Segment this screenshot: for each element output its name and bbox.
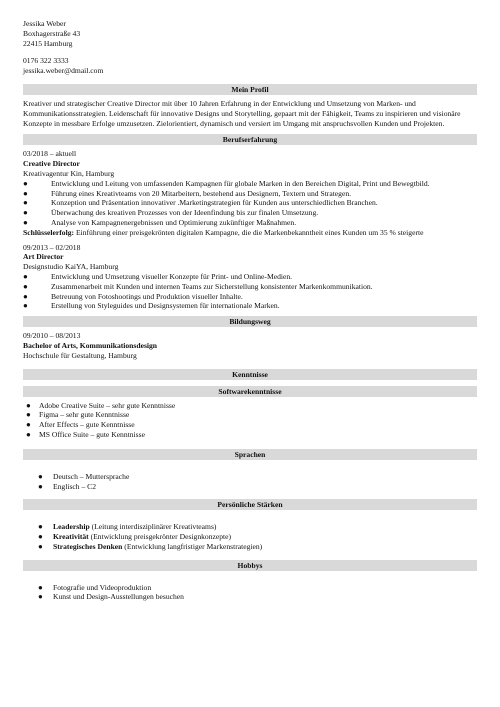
list-item: ● Zusammenarbeit mit Kunden und internen Teams zur Sicherstellung konsistenter Markenkommunikation. <box>23 281 373 291</box>
education-degree: Bachelor of Arts, Kommunikationsdesign <box>23 340 158 350</box>
section-heading-skills: Kenntnisse <box>23 369 477 380</box>
list-item: ● Führung eines Kreativteams von 20 Mitarbeitern, bestehend aus Designern, Textern und Strategen. <box>23 188 352 198</box>
section-heading-languages: Sprachen <box>23 449 477 460</box>
list-item: ● Deutsch – Muttersprache <box>38 471 130 481</box>
bullet-icon: ● <box>38 532 43 542</box>
list-item: ● Entwicklung und Leitung von umfassenden Kampagnen für globale Marken in den Bereichen Digital, Print und Bewegtbild. <box>23 178 430 188</box>
bullet-icon: ● <box>23 281 28 291</box>
list-item: ● Adobe Creative Suite – sehr gute Kenntnisse <box>26 400 176 410</box>
bullet-icon: ● <box>38 582 43 592</box>
bullet-icon: ● <box>23 301 28 311</box>
job-title: Creative Director <box>23 159 80 169</box>
list-item: ● Kreativität (Entwicklung preisgekrönter Designkonzepte) <box>38 532 232 542</box>
languages-list <box>23 472 477 492</box>
list-item: ● Erstellung von Styleguides und Designsystemen für internationale Marken. <box>23 301 280 311</box>
list-item: ● Leadership (Leitung interdisziplinärer Kreativteams) <box>38 522 217 532</box>
job-title: Art Director <box>23 252 64 262</box>
bullet-icon: ● <box>38 522 43 532</box>
strengths-list <box>23 522 477 551</box>
key-success <box>23 228 477 238</box>
section-heading-hobbies: Hobbys <box>23 560 477 571</box>
job-period: 09/2013 – 02/2018 <box>23 242 81 252</box>
bullet-icon: ● <box>26 410 31 420</box>
list-item: ● After Effects – gute Kenntnisse <box>26 420 135 430</box>
bullet-icon: ● <box>38 471 43 481</box>
section-heading-software: Softwarekenntnisse <box>23 386 477 397</box>
contact-name: Jessika Weber <box>23 19 66 28</box>
list-item: ● Fotografie und Videoproduktion <box>38 582 152 592</box>
job-bullet-list <box>23 179 477 228</box>
job-company: Kreativagentur Kin, Hamburg <box>23 168 115 178</box>
profile-text: Kreativer und strategischer Creative Director mit über 10 Jahren Erfahrung in der Entwicklung und Umsetzung von Marken- und Kommunikationsstrategien. Leidenschaft für innovative Designs und Storytelling, gepaart mit der Fähigkeit, Teams zu inspirieren und visionäre Konzepte in messbare Erfolge umzusetzen. Zielorientiert, dynamisch und versiert im Umgang mit anspruchsvollen Kunden und Projekten. <box>23 98 461 128</box>
list-item: ● Analyse von Kampagnenergebnissen und Optimierung zukünftiger Maßnahmen. <box>23 217 297 227</box>
section-heading-experience: Berufserfahrung <box>23 134 477 145</box>
bullet-icon: ● <box>38 541 43 551</box>
section-heading-profile: Mein Profil <box>23 84 477 95</box>
list-item: ● Kunst und Design-Ausstellungen besuchen <box>38 592 184 602</box>
section-heading-strengths: Persönliche Stärken <box>23 499 477 510</box>
list-item: ● Überwachung des kreativen Prozesses von der Ideenfindung bis zur finalen Umsetzung. <box>23 208 319 218</box>
hobbies-list <box>23 583 477 603</box>
bullet-icon: ● <box>23 291 28 301</box>
job-bullet-list <box>23 272 477 311</box>
contact-email: jessika.weber@dmail.com <box>23 66 104 76</box>
bullet-icon: ● <box>23 208 28 218</box>
bullet-icon: ● <box>23 188 28 198</box>
list-item: ● Figma – sehr gute Kenntnisse <box>26 410 130 420</box>
contact-block <box>23 19 477 76</box>
job-entry <box>23 149 477 237</box>
section-heading-education: Bildungsweg <box>23 316 477 327</box>
contact-phone: 0176 322 3333 <box>23 56 69 66</box>
education-period: 09/2010 – 08/2013 <box>23 331 81 341</box>
list-item: ● MS Office Suite – gute Kenntnisse <box>26 429 145 439</box>
bullet-icon: ● <box>26 420 31 430</box>
list-item: ● Entwicklung und Umsetzung visueller Konzepte für Print- und Online-Medien. <box>23 271 293 281</box>
list-item: ● Strategisches Denken (Entwicklung langfristiger Markenstrategien) <box>38 541 263 551</box>
contact-city: 22415 Hamburg <box>23 38 73 48</box>
bullet-icon: ● <box>23 178 28 188</box>
bullet-icon: ● <box>26 400 31 410</box>
bullet-icon: ● <box>38 481 43 491</box>
bullet-icon: ● <box>26 429 31 439</box>
contact-street: Boxhagerstraße 43 <box>23 28 81 38</box>
education-entry <box>23 331 477 360</box>
job-entry <box>23 243 477 312</box>
bullet-icon: ● <box>38 592 43 602</box>
list-item: ● Betreuung von Fotoshootings und Produktion visueller Inhalte. <box>23 291 243 301</box>
bullet-icon: ● <box>23 217 28 227</box>
bullet-icon: ● <box>23 271 28 281</box>
software-list <box>23 401 477 440</box>
list-item: ● Konzeption und Präsentation innovativer .Marketingstrategien für Kunden aus unterschiedlichen Branchen. <box>23 198 378 208</box>
key-success-label: Schlüsselerfolg: <box>23 227 75 237</box>
bullet-icon: ● <box>23 198 28 208</box>
education-school: Hochschule für Gestaltung, Hamburg <box>23 350 137 360</box>
job-company: Designstudio KaiYA, Hamburg <box>23 262 119 272</box>
key-success-text: Einführung einer preisgekrönten digitalen Kampagne, die die Markenbekanntheit eines Kunden um 35 % steigerte <box>74 227 424 237</box>
job-period: 03/2018 – aktuell <box>23 149 77 159</box>
list-item: ● Englisch – C2 <box>38 481 97 491</box>
